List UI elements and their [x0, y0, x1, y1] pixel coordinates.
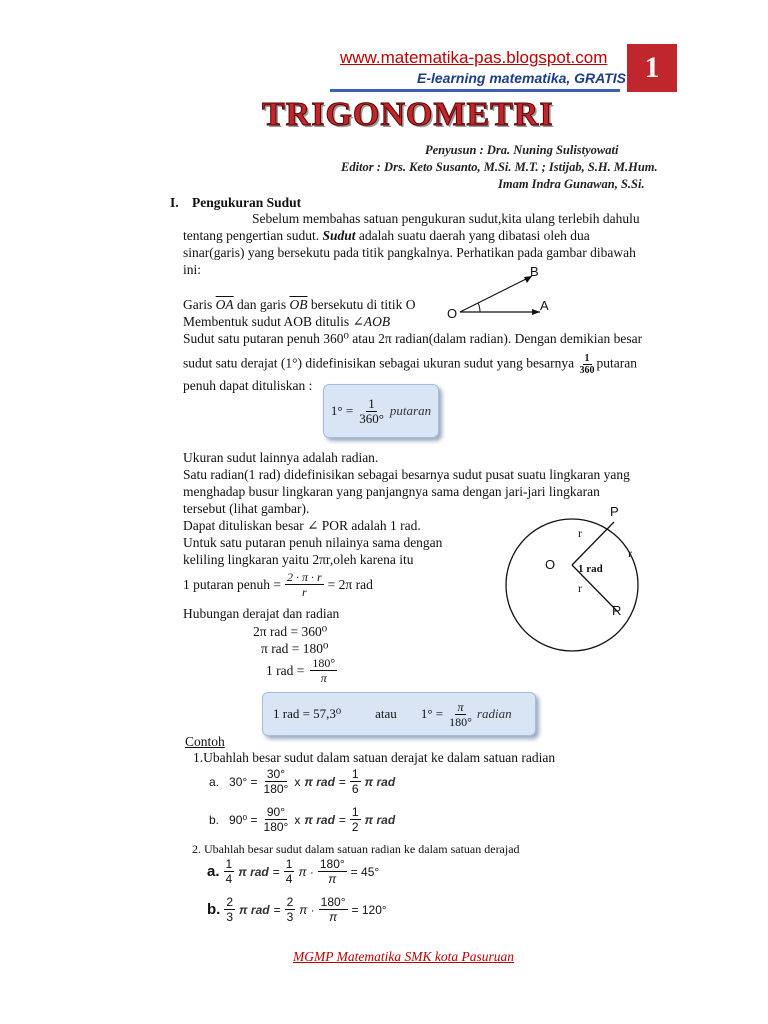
pi-times: π · — [299, 902, 315, 917]
formula-left: 1 putaran penuh = — [183, 577, 281, 592]
section-number: I. — [170, 195, 179, 210]
fraction-numerator: 1 — [351, 805, 359, 819]
relation-line: 2π rad = 360⁰ — [253, 624, 328, 639]
fraction-numerator: 2 — [226, 895, 234, 909]
formula-fraction — [284, 857, 295, 886]
angle-notation: ∠AOB — [352, 314, 391, 329]
fraction-denominator: 360° — [359, 410, 384, 426]
paragraph-line: Satu radian(1 rad) didefinisikan sebagai besarnya sudut pusat suatu lingkaran yang — [183, 467, 630, 482]
credit-editor: Editor : Drs. Keto Susanto, M.Si. M.T. ; Istijab, S.H. M.Hum. — [341, 160, 658, 174]
pi-rad: π rad — [304, 774, 335, 789]
angle-aob-diagram — [440, 262, 570, 322]
fraction-denominator: π — [329, 910, 338, 924]
formula-left: 90⁰ = — [229, 812, 258, 827]
label-one-rad: 1 rad — [578, 563, 603, 575]
pi-rad: π rad — [364, 774, 396, 789]
formula-eq: 1° = — [420, 706, 444, 721]
paragraph-line — [183, 227, 590, 244]
result: = 120° — [351, 902, 387, 917]
site-url[interactable]: www.matematika-pas.blogspot.com — [340, 48, 608, 67]
fraction-numerator: 2 · π · r — [286, 570, 322, 584]
footer-text: MGMP Matematika SMK kota Pasuruan — [293, 949, 514, 964]
fraction-numerator: 1 — [285, 857, 293, 871]
fraction-numerator: 90° — [266, 805, 285, 819]
result: = 45° — [350, 864, 380, 879]
formula-right: = 2π rad — [327, 577, 373, 592]
formula-fraction — [285, 895, 296, 924]
hubungan-heading: Hubungan derajat dan radian — [183, 606, 340, 621]
pi-times: π · — [298, 864, 314, 879]
fraction-numerator: 1 — [351, 767, 359, 781]
angle-arc — [478, 303, 480, 312]
fraction-denominator: 4 — [225, 872, 233, 886]
document-title: TRIGONOMETRI — [262, 96, 554, 133]
fraction-denominator: 3 — [286, 910, 294, 924]
text-span: putaran — [596, 355, 638, 371]
label-arc-length: r — [628, 546, 632, 560]
formula-left: 1 rad = — [266, 663, 305, 678]
fraction-denominator: 3 — [226, 910, 234, 924]
text-span: Garis — [183, 297, 216, 312]
pi-rad: π rad — [239, 902, 270, 917]
paragraph-line: Sebelum membahas satuan pengukuran sudut,kita ulang terlebih dahulu — [252, 211, 640, 226]
section-heading: Pengukuran Sudut — [192, 195, 302, 210]
paragraph-line: menghadap busur lingkaran yang panjangnya sama dengan jari-jari lingkaran — [183, 484, 600, 499]
label-point-a: A — [540, 298, 549, 313]
formula-fraction — [224, 895, 235, 924]
paragraph-line: tersebut (lihat gambar). — [183, 501, 310, 516]
segment-ob: $\overline{OB}$ — [289, 297, 308, 312]
ray-ob — [460, 276, 532, 312]
formula-right: putaran — [389, 403, 432, 418]
formula-box-degree — [323, 384, 439, 438]
label-point-p: P — [610, 504, 619, 519]
fraction-numerator: π — [457, 699, 464, 714]
paragraph-line — [183, 296, 415, 313]
fraction-denominator: 2 — [351, 820, 359, 834]
paragraph-line: ini: — [183, 262, 202, 277]
arrow-a-icon — [532, 309, 540, 315]
fraction-numerator: 30° — [266, 767, 285, 781]
credit-penyusun: Penyusun : Dra. Nuning Sulistyowati — [425, 143, 619, 157]
circle-outline — [506, 519, 638, 651]
formula-fraction — [224, 857, 235, 886]
header-divider — [330, 89, 620, 92]
formula-fraction — [350, 805, 361, 834]
paragraph-line: keliling lingkaran yaitu 2πr,oleh karena itu — [183, 552, 414, 567]
formula-full-turn — [183, 570, 373, 599]
fraction-denominator: 180° — [263, 782, 289, 796]
fraction-numerator: 1 — [368, 395, 375, 411]
example-a — [209, 767, 395, 796]
fraction-numerator: 180° — [320, 895, 346, 909]
fraction-numerator: 1 — [225, 857, 233, 871]
pi-rad: π rad — [304, 812, 335, 827]
label-point-r: R — [612, 603, 622, 618]
paragraph-line: Ukuran sudut lainnya adalah radian. — [183, 450, 379, 465]
question-2: 2. Ubahlah besar sudut dalam satuan radian ke dalam satuan derajad — [192, 842, 520, 856]
formula-fraction — [447, 700, 474, 729]
fraction-1-360 — [578, 353, 597, 376]
paragraph-line: Untuk satu putaran penuh nilainya sama dengan — [183, 535, 443, 550]
text-span: adalah suatu daerah yang dibatasi oleh dua — [355, 228, 590, 243]
formula-fraction — [357, 397, 386, 426]
pi-rad: π rad — [364, 812, 396, 827]
paragraph-line: Sudut satu putaran penuh 360⁰ atau 2π radian(dalam radian). Dengan demikian besar — [183, 331, 643, 346]
paragraph-line: sinar(garis) yang bersekutu pada titik pangkalnya. Perhatikan pada gambar dibawah — [183, 245, 636, 260]
fraction-numerator: 2 — [286, 895, 294, 909]
fraction-numerator: 180° — [312, 656, 336, 670]
page-number: 1 — [644, 51, 660, 84]
paragraph-line: Dapat dituliskan besar ∠ POR adalah 1 rad. — [183, 518, 421, 533]
contoh-heading: Contoh — [185, 734, 225, 749]
text-span: sudut satu derajat (1°) didefinisikan sebagai ukuran sudut yang besarnya — [183, 355, 575, 371]
formula-fraction — [262, 767, 291, 796]
term-sudut: Sudut — [322, 228, 356, 243]
pi-rad: π rad — [238, 864, 269, 879]
label-point-o: O — [447, 306, 458, 321]
formula-box-radian — [262, 692, 536, 736]
fraction-denominator: π — [320, 671, 327, 685]
formula-left: 30° = — [229, 774, 258, 789]
fraction-denominator: 4 — [285, 872, 293, 886]
relation-line: π rad = 180⁰ — [261, 641, 329, 656]
fraction-numerator: 180° — [319, 857, 345, 871]
item-label: b. — [207, 901, 221, 918]
times-sign: x — [294, 774, 301, 789]
equals-sign: = — [272, 864, 280, 879]
fraction-denominator: π — [328, 872, 337, 886]
credit-editor-2: Imam Indra Gunawan, S.Si. — [498, 177, 645, 191]
text-span: dan garis — [233, 297, 290, 312]
paragraph-line — [183, 353, 637, 376]
page-number-badge — [627, 44, 677, 92]
fraction-denominator: 180° — [263, 820, 289, 834]
relation-line — [266, 656, 337, 685]
item-label: a. — [207, 863, 220, 880]
radian-circle-diagram — [500, 510, 650, 660]
text-span: Membentuk sudut AOB ditulis — [183, 314, 353, 329]
formula-mid: atau — [375, 706, 397, 721]
fraction-denominator: 360 — [579, 365, 595, 376]
label-radius: r — [578, 526, 582, 540]
fraction-denominator: r — [301, 585, 307, 599]
example-b — [209, 805, 395, 834]
paragraph-line — [183, 313, 390, 330]
question-1: 1.Ubahlah besar sudut dalam satuan derajat ke dalam satuan radian — [193, 750, 556, 765]
label-center-o: O — [545, 557, 556, 572]
fraction-numerator: 1 — [584, 353, 590, 364]
fraction-denominator: 6 — [351, 782, 359, 796]
formula-fraction — [262, 805, 291, 834]
equals-sign: = — [338, 812, 346, 827]
formula-left: 1 rad = 57,3⁰ — [273, 706, 342, 721]
equals-sign: = — [273, 902, 281, 917]
paragraph-line: penuh dapat dituliskan : — [183, 378, 313, 393]
formula-right: radian — [476, 706, 512, 721]
text-span: tentang pengertian sudut. — [183, 228, 323, 243]
formula-fraction — [350, 767, 361, 796]
formula-fraction — [285, 570, 324, 599]
formula-fraction — [310, 656, 337, 685]
example-c — [207, 857, 379, 886]
text-span: bersekutu di titik O — [307, 297, 416, 312]
label-point-b: B — [530, 264, 539, 279]
formula-fraction — [318, 857, 347, 886]
times-sign: x — [294, 812, 301, 827]
segment-oa: $\overline{OA}$ — [215, 297, 234, 312]
item-label: a. — [209, 774, 220, 789]
item-label: b. — [209, 812, 220, 827]
example-d — [207, 895, 387, 924]
fraction-denominator: 180° — [449, 714, 472, 729]
equals-sign: = — [338, 774, 346, 789]
site-subtitle: E-learning matematika, GRATIS — [417, 70, 627, 86]
formula-fraction — [319, 895, 348, 924]
label-radius: r — [578, 581, 582, 595]
formula-left: 1° = — [330, 403, 354, 418]
